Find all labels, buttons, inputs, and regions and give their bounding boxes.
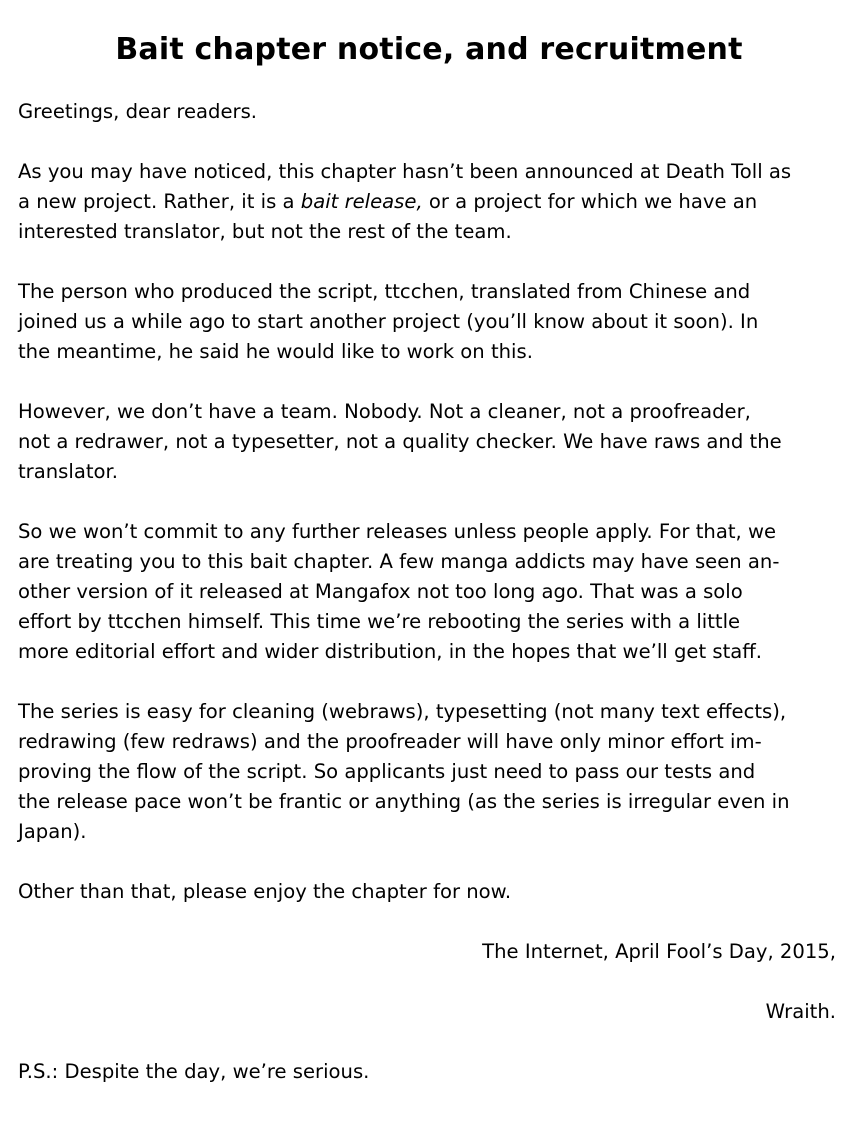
paragraph-line: the release pace won’t be frantic or anything (as the series is irregular even in bbox=[18, 790, 790, 813]
signature-date: The Internet, April Fool’s Day, 2015, bbox=[482, 940, 836, 963]
paragraph-line: interested translator, but not the rest of the team. bbox=[18, 220, 512, 243]
paragraph-line: are treating you to this bait chapter. A few manga addicts may have seen an- bbox=[18, 550, 780, 573]
paragraph-line bbox=[18, 187, 834, 217]
paragraph-line: not a redrawer, not a typesetter, not a quality checker. We have raws and the bbox=[18, 430, 782, 453]
bait-release-term: bait release, bbox=[300, 190, 423, 213]
closing-line: Other than that, please enjoy the chapter for now. bbox=[18, 880, 512, 903]
paragraph-line: other version of it released at Mangafox not too long ago. That was a solo bbox=[18, 580, 743, 603]
greeting-paragraph bbox=[18, 97, 834, 127]
paragraph-line: However, we don’t have a team. Nobody. Not a cleaner, not a proofreader, bbox=[18, 400, 751, 423]
closing-paragraph bbox=[18, 877, 834, 907]
signature-name: Wraith. bbox=[765, 1000, 836, 1023]
paragraph-line: joined us a while ago to start another project (you’ll know about it soon). In bbox=[18, 310, 759, 333]
postscript-line: P.S.: Despite the day, we’re serious. bbox=[18, 1060, 370, 1083]
paragraph-line: As you may have noticed, this chapter hasn’t been announced at Death Toll as bbox=[18, 160, 792, 183]
paragraph-line: So we won’t commit to any further releases unless people apply. For that, we bbox=[18, 520, 777, 543]
paragraph-line: The person who produced the script, ttcchen, translated from Chinese and bbox=[18, 280, 751, 303]
paragraph-releases bbox=[18, 517, 834, 667]
paragraph-line: Japan). bbox=[18, 820, 87, 843]
paragraph-announcement bbox=[18, 157, 834, 247]
paragraph-series-ease bbox=[18, 697, 834, 847]
paragraph-line: effort by ttcchen himself. This time we’re rebooting the series with a little bbox=[18, 610, 741, 633]
page-title: Bait chapter notice, and recruitment bbox=[115, 32, 743, 67]
paragraph-line: more editorial effort and wider distribution, in the hopes that we’ll get staff. bbox=[18, 640, 763, 663]
paragraph-line: redrawing (few redraws) and the proofreader will have only minor effort im- bbox=[18, 730, 762, 753]
paragraph-line: the meantime, he said he would like to work on this. bbox=[18, 340, 533, 363]
paragraph-line: proving the flow of the script. So applicants just need to pass our tests and bbox=[18, 760, 756, 783]
postscript-paragraph bbox=[18, 1057, 834, 1087]
paragraph-translator bbox=[18, 277, 834, 367]
paragraph-no-team bbox=[18, 397, 834, 487]
line-text: a new project. Rather, it is a bbox=[18, 190, 301, 213]
paragraph-line: translator. bbox=[18, 460, 118, 483]
paragraph-line: The series is easy for cleaning (webraws), typesetting (not many text effects), bbox=[18, 700, 787, 723]
line-text: or a project for which we have an bbox=[422, 190, 758, 213]
greeting-line: Greetings, dear readers. bbox=[18, 100, 258, 123]
